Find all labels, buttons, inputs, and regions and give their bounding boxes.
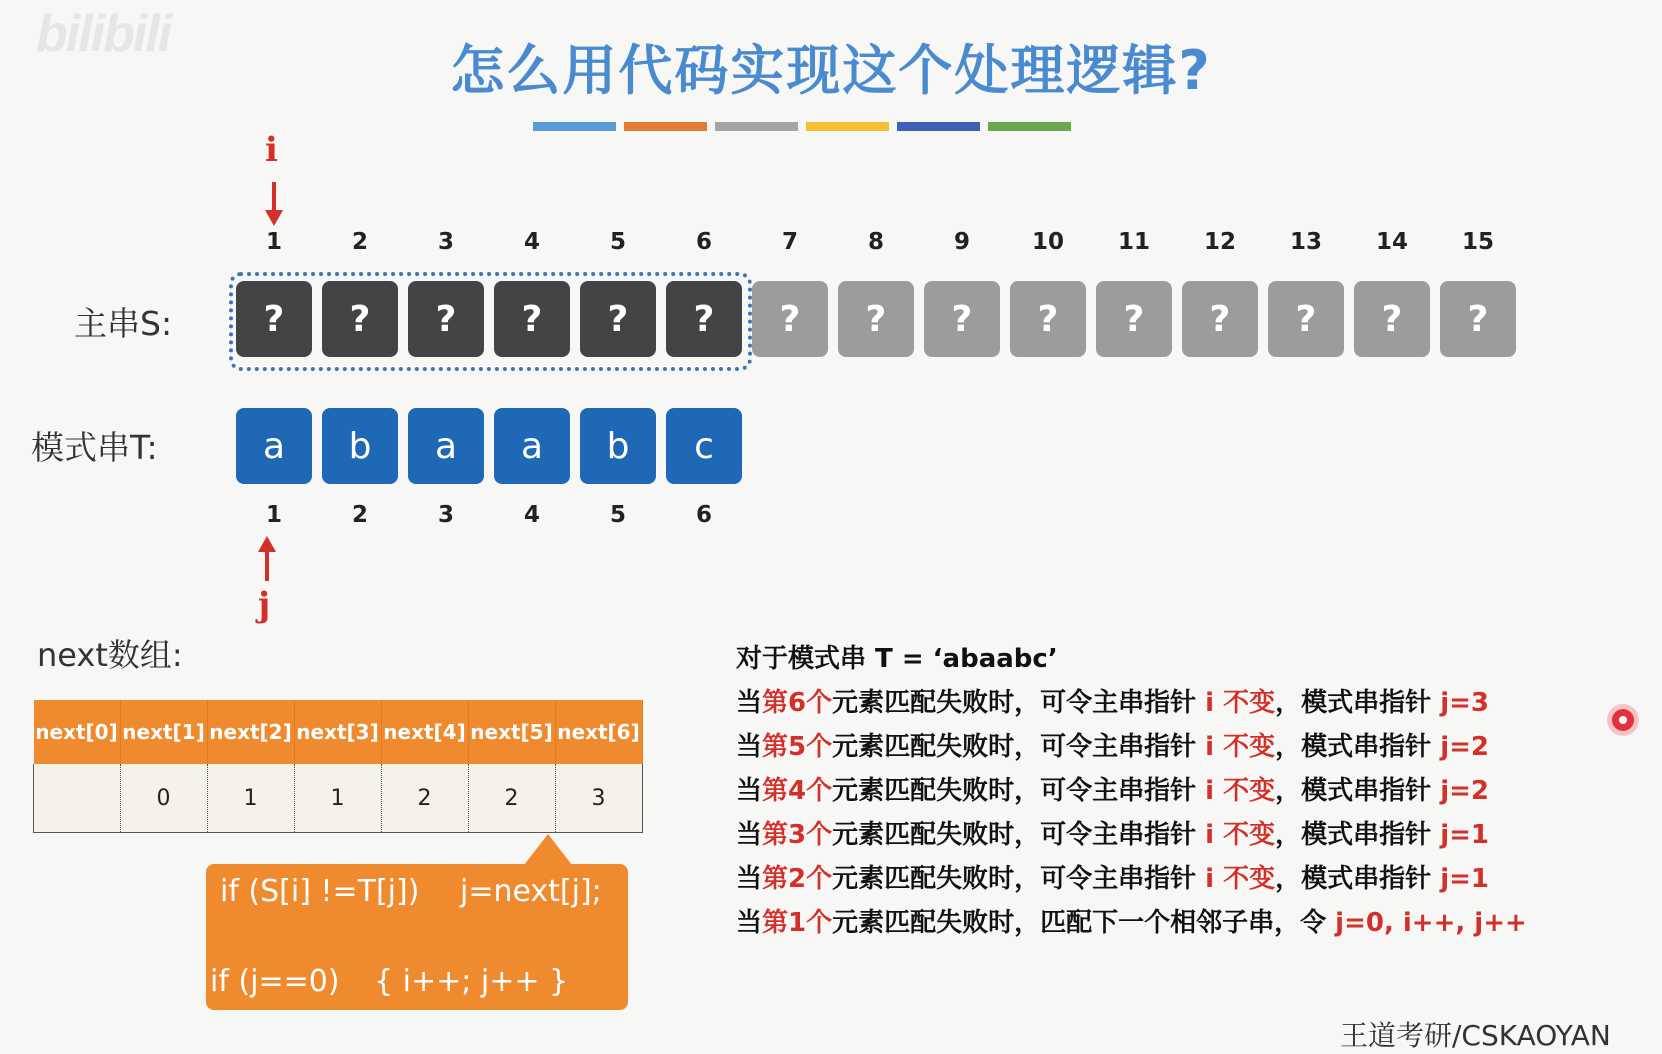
rule-line-post: ，模式串指针 (1275, 688, 1441, 718)
main-string-cell: ? (1354, 281, 1430, 357)
pointer-j-label: j (258, 585, 271, 625)
next-array-header-cell: next[4] (381, 700, 468, 764)
rule-line-hl3: j=2 (1440, 776, 1489, 806)
slide-title: 怎么用代码实现这个处理逻辑? (450, 39, 1212, 102)
rule-line (736, 725, 1527, 769)
rule-line-post: ，模式串指针 (1275, 820, 1441, 850)
main-string-cell: ? (408, 281, 484, 357)
next-array-value-cell: 1 (207, 764, 294, 833)
pattern-index-label: 4 (523, 502, 540, 528)
rule-line-mid: 元素匹配失败时，可令主串指针 (832, 732, 1206, 762)
rule-line-hl3: j=3 (1440, 688, 1489, 718)
rule-line-pre: 当 (736, 732, 763, 762)
main-index-label: 7 (781, 229, 798, 255)
pattern-index-label: 6 (695, 502, 712, 528)
rule-line (736, 681, 1527, 725)
color-segment (715, 122, 798, 131)
rule-line-pre: 当 (736, 688, 763, 718)
main-string-cell: ? (666, 281, 742, 357)
rule-line-hl2: i 不变 (1205, 688, 1276, 718)
rule-line-hl2: i 不变 (1205, 820, 1276, 850)
code-line2-condition: if (j==0) (210, 964, 340, 999)
rule-line-hl2: i 不变 (1205, 864, 1276, 894)
pattern-index-label: 1 (265, 502, 282, 528)
main-index-label: 4 (523, 229, 540, 255)
main-string-cell: ? (1440, 281, 1516, 357)
rule-line-mid: 元素匹配失败时，可令主串指针 (832, 776, 1206, 806)
main-index-label: 14 (1375, 229, 1408, 255)
rule-line-mid: 元素匹配失败时，可令主串指针 (832, 688, 1206, 718)
rule-line (736, 813, 1527, 857)
pattern-string-label: 模式串T: (31, 428, 158, 467)
next-array-value-cell: 2 (468, 764, 555, 833)
main-string-cell: ? (236, 281, 312, 357)
main-index-label: 1 (265, 229, 282, 255)
next-array-header-cell: next[3] (294, 700, 381, 764)
main-index-label: 5 (609, 229, 626, 255)
main-index-label: 8 (867, 229, 884, 255)
pointer-i-arrow-shaft (272, 182, 276, 212)
rule-line-hl2: i 不变 (1205, 776, 1276, 806)
main-string-cell: ? (1096, 281, 1172, 357)
next-array-header-cell: next[6] (555, 700, 642, 764)
next-array-table (33, 700, 643, 833)
main-string-cell: ? (580, 281, 656, 357)
main-string-cell: ? (322, 281, 398, 357)
rule-line-pre: 当 (736, 908, 763, 938)
pattern-string-cell: b (322, 408, 398, 484)
rules-lines (736, 681, 1527, 945)
rule-line-post: ，模式串指针 (1275, 864, 1441, 894)
rule-line-post: ，模式串指针 (1275, 732, 1441, 762)
pattern-index-label: 2 (351, 502, 368, 528)
next-array-value-cell: 3 (555, 764, 642, 833)
pattern-index-label: 3 (437, 502, 454, 528)
title-color-bar (533, 122, 1071, 131)
rule-line-hl: 第5个 (762, 732, 833, 762)
color-segment (897, 122, 980, 131)
rule-line-pre: 当 (736, 776, 763, 806)
main-string-cell: ? (1010, 281, 1086, 357)
next-array-header-cell: next[2] (207, 700, 294, 764)
main-index-label: 3 (437, 229, 454, 255)
rule-line (736, 769, 1527, 813)
code-line1-statement: j=next[j]; (460, 874, 602, 909)
bilibili-watermark: bilibili (36, 5, 171, 63)
main-index-label: 6 (695, 229, 712, 255)
next-array-label: next数组: (37, 636, 183, 674)
main-index-label: 10 (1031, 229, 1064, 255)
rule-line-hl3: j=1 (1440, 864, 1489, 894)
main-string-cell: ? (752, 281, 828, 357)
next-array-header-cell: next[5] (468, 700, 555, 764)
rule-line (736, 857, 1527, 901)
main-string-cell: ? (1268, 281, 1344, 357)
next-array-value-cell: 2 (381, 764, 468, 833)
pattern-string-cell: c (666, 408, 742, 484)
pointer-j-arrow-shaft (265, 551, 269, 581)
main-index-label: 13 (1289, 229, 1322, 255)
rules-explanation (736, 637, 1527, 945)
down-arrow-icon (265, 210, 283, 226)
pattern-string-cell: a (408, 408, 484, 484)
main-string-cell: ? (838, 281, 914, 357)
main-string-cell: ? (1182, 281, 1258, 357)
main-string-cell: ? (494, 281, 570, 357)
rule-line-mid: 元素匹配失败时，可令主串指针 (832, 864, 1206, 894)
color-segment (533, 122, 616, 131)
next-array-header-cell: next[0] (34, 700, 121, 764)
main-string-label: 主串S: (74, 304, 173, 343)
main-index-label: 15 (1461, 229, 1494, 255)
rule-line-hl: 第6个 (762, 688, 833, 718)
main-index-label: 12 (1203, 229, 1236, 255)
up-arrow-icon (258, 536, 276, 552)
rule-line-hl: 第4个 (762, 776, 833, 806)
code-line1-condition: if (S[i] !=T[j]) (220, 874, 420, 909)
color-segment (988, 122, 1071, 131)
rule-line-hl: 第1个 (762, 908, 833, 938)
rule-line-mid: 元素匹配失败时，可令主串指针 (832, 820, 1206, 850)
code-callout (206, 864, 628, 1010)
rule-line-hl2: j=0, i++, j++ (1335, 908, 1527, 938)
main-index-label: 9 (953, 229, 970, 255)
pattern-string-cell: a (494, 408, 570, 484)
rule-line-pre: 当 (736, 820, 763, 850)
main-index-label: 11 (1117, 229, 1150, 255)
color-segment (624, 122, 707, 131)
footer-credit: 王道考研/CSKAOYAN (1340, 1019, 1611, 1052)
next-array-value-cell: 0 (120, 764, 207, 833)
rule-line-hl: 第2个 (762, 864, 833, 894)
next-array-header-row (34, 700, 643, 764)
main-string-cell: ? (924, 281, 1000, 357)
rule-line-hl: 第3个 (762, 820, 833, 850)
rules-heading: 对于模式串 T = ‘abaabc’ (736, 644, 1058, 674)
pointer-i-label: i (265, 130, 278, 170)
next-array-value-cell: 1 (294, 764, 381, 833)
color-segment (806, 122, 889, 131)
next-array-value-cell (34, 764, 121, 833)
pattern-string-cell: b (580, 408, 656, 484)
rule-line-mid: 元素匹配失败时，匹配下一个相邻子串，令 (832, 908, 1336, 938)
rule-line-hl3: j=1 (1440, 820, 1489, 850)
pattern-string-cell: a (236, 408, 312, 484)
code-line2-statement: { i++; j++ } (374, 964, 569, 999)
rule-line-hl3: j=2 (1440, 732, 1489, 762)
pattern-index-label: 5 (609, 502, 626, 528)
rule-line-pre: 当 (736, 864, 763, 894)
laser-pointer-dot (1612, 709, 1634, 731)
next-array-header-cell: next[1] (120, 700, 207, 764)
next-array-value-row (34, 764, 643, 833)
rule-line-post: ，模式串指针 (1275, 776, 1441, 806)
rule-line (736, 901, 1527, 945)
main-index-label: 2 (351, 229, 368, 255)
rule-line-hl2: i 不变 (1205, 732, 1276, 762)
code-bubble-tail (524, 834, 572, 865)
